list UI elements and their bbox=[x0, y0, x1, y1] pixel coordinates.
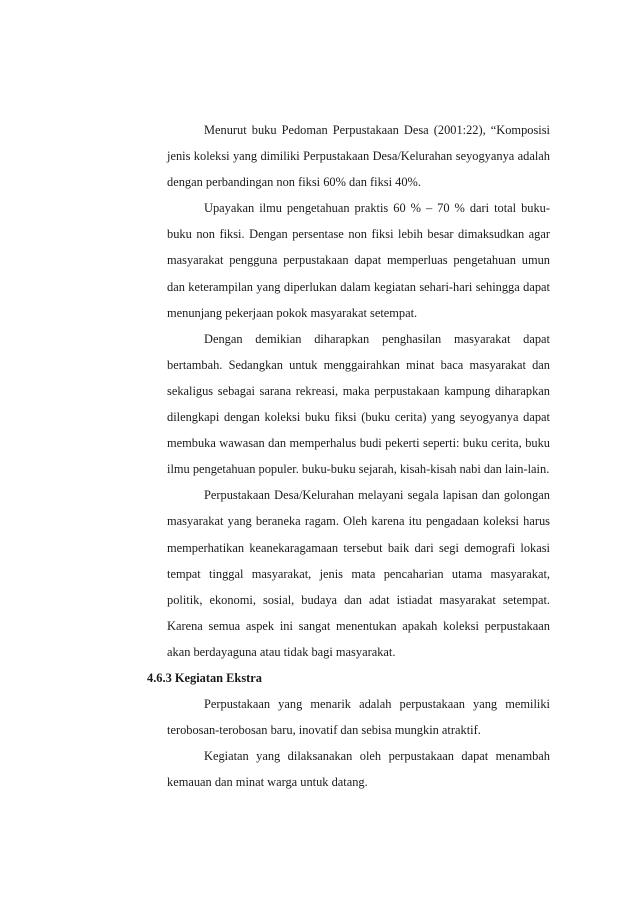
paragraph-kegiatan: Kegiatan yang dilaksanakan oleh perpustakaan dapat menambah kemauan dan minat warga untuk datang. bbox=[167, 749, 550, 790]
paragraph-komposisi-koleksi: Menurut buku Pedoman Perpustakaan Desa (2001:22), “Komposisi jenis koleksi yang dimiliki Perpustakaan Desa/Kelurahan seyogyanya adalah dengan perbandingan non fiksi 60% dan fiksi 40%. bbox=[167, 123, 550, 190]
body-text bbox=[147, 117, 550, 795]
paragraph-koleksi-fiksi: Dengan demikian diharapkan penghasilan masyarakat dapat bertambah. Sedangkan untuk menggairahkan minat baca masyarakat dan sekaligus sebagai sarana rekreasi, maka perpustakaan kampung diharapkan dilengkapi dengan koleksi buku fiksi (buku cerita) yang seyogyanya dapat membuka wawasan dan memperhalus budi pekerti seperti: buku cerita, buku ilmu pengetahuan populer. buku-buku sejarah, kisah-kisah nabi dan lain-lain. bbox=[167, 331, 550, 477]
paragraph-perpustakaan-menarik: Perpustakaan yang menarik adalah perpustakaan yang memiliki terobosan-terobosan baru, inovatif dan sebisa mungkin atraktif. bbox=[167, 697, 550, 738]
paragraph-lapisan-masyarakat: Perpustakaan Desa/Kelurahan melayani segala lapisan dan golongan masyarakat yang beraneka ragam. Oleh karena itu pengadaan koleksi harus memperhatikan keanekaragamaan tersebut baik dari segi demografi lokasi tempat tinggal masyarakat, jenis mata pencaharian utama masyarakat, politik, ekonomi, sosial, budaya dan adat istiadat masyarakat setempat. Karena semua aspek ini sangat menentukan apakah koleksi perpustakaan akan berdayaguna atau tidak bagi masyarakat. bbox=[167, 488, 550, 659]
section-heading: 4.6.3 Kegiatan Ekstra bbox=[147, 670, 262, 685]
paragraph-ilmu-pengetahuan-praktis: Upayakan ilmu pengetahuan praktis 60 % – 70 % dari total buku-buku non fiksi. Dengan persentase non fiksi lebih besar dimaksudkan agar masyarakat pengguna perpustakaan dapat memperluas pengetahuan umun dan keterampilan yang diperlukan dalam kegiatan sehari-hari sehingga dapat menunjang pekerjaan pokok masyarakat setempat. bbox=[167, 201, 550, 320]
